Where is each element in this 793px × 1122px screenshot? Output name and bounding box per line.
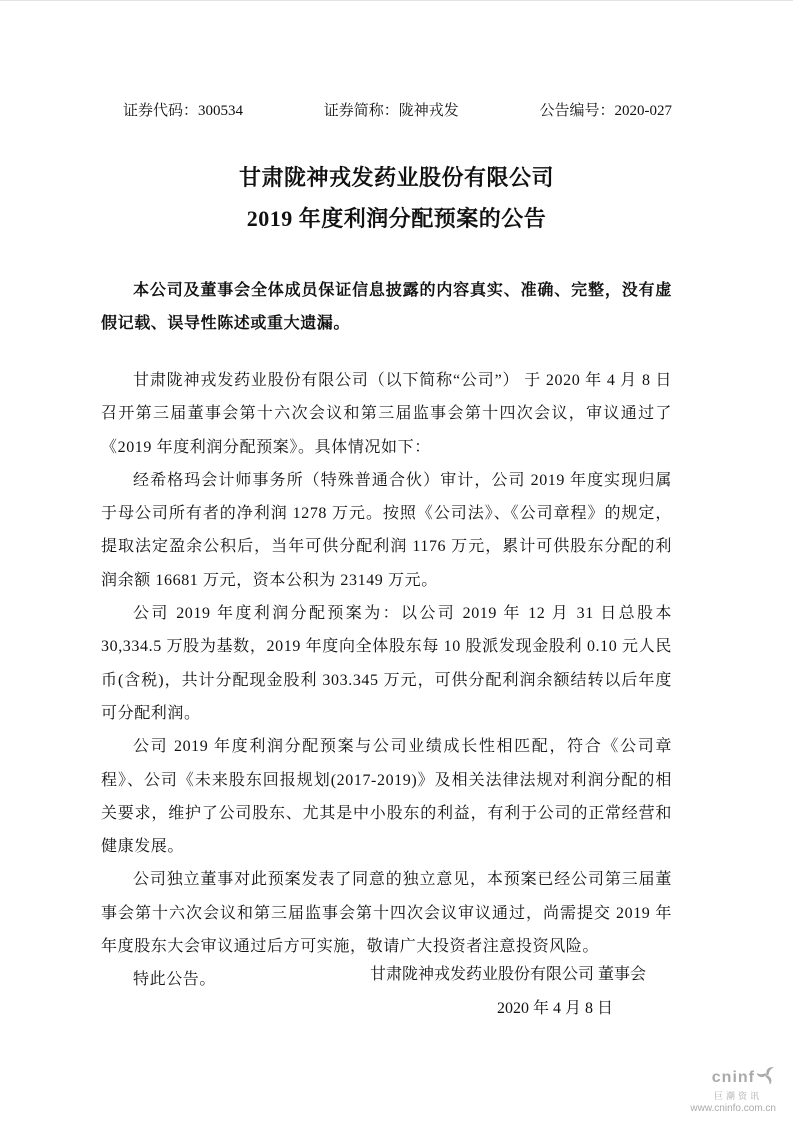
stock-code: 证券代码：300534	[123, 103, 244, 119]
paragraph-audit-results: 经希格玛会计师事务所（特殊普通合伙）审计，公司 2019 年度实现归属于母公司所有者的净利润 1278 万元。按照《公司法》、《公司章程》的规定，提取法定盈余公积后，当年可供分配利润 1176 万元，累计可供股东分配的利润余额 16681 万元，资本公积为 23149 万元。	[101, 471, 672, 589]
disclaimer-statement: 本公司及董事会全体成员保证信息披露的内容真实、准确、完整，没有虚假记载、误导性陈述或重大遗漏。	[101, 282, 672, 332]
signature-date: 2020 年 4 月 8 日	[496, 1000, 613, 1017]
cninfo-logo-row	[690, 1066, 776, 1089]
stock-short-name: 证券简称：陇神戎发	[323, 103, 459, 119]
document-title	[0, 157, 793, 239]
company-name-title: 甘肃陇神戎发药业股份有限公司	[238, 165, 554, 190]
signature-company: 甘肃陇神戎发药业股份有限公司 董事会	[369, 966, 646, 983]
paragraph-closing: 特此公告。	[133, 971, 217, 989]
paragraph-compliance: 公司 2019 年度利润分配预案与公司业绩成长性相匹配，符合《公司章程》、公司《未来股东回报规划(2017-2019)》及相关法律法规对利润分配的相关要求，维护了公司股东、尤其是中小股东的利益，有利于公司的正常经营和健康发展。	[101, 738, 672, 856]
paragraph-distribution-plan: 公司 2019 年度利润分配预案为：以公司 2019 年 12 月 31 日总股本 30,334.5 万股为基数，2019 年度向全体股东每 10 股派发现金股利 0.10 元人民币(含税)，共计分配现金股利 303.345 万元，可供分配利润余额结转以后年度可分配利润。	[101, 605, 672, 722]
signature-block	[101, 958, 672, 1026]
cninfo-pinwheel-icon	[757, 1066, 776, 1089]
paragraph-meeting-approval: 甘肃陇神戎发药业股份有限公司（以下简称“公司”） 于 2020 年 4 月 8 日召开第三届董事会第十六次会议和第三届监事会第十四次会议，审议通过了《2019 年度利润分配预案》。具体情况如下：	[101, 372, 672, 456]
cninfo-brand-name: 巨潮资讯	[713, 1091, 762, 1101]
cninfo-url: www.cninfo.com.cn	[690, 1103, 776, 1114]
paragraph-independent-directors: 公司独立董事对此预案发表了同意的独立意见，本预案已经公司第三届董事会第十六次会议和第三届监事会第十四次会议审议通过，尚需提交 2019 年年度股东大会审议通过后方可实施，敬请广大投资者注意投资风险。	[101, 871, 672, 956]
announcement-number: 公告编号：2020-027	[539, 103, 672, 119]
announcement-subject-title: 2019 年度利润分配预案的公告	[246, 206, 547, 231]
cninfo-logo-text: cninf	[711, 1068, 755, 1086]
document-header	[123, 101, 672, 121]
cninfo-watermark	[690, 1066, 776, 1115]
document-body	[101, 364, 672, 997]
